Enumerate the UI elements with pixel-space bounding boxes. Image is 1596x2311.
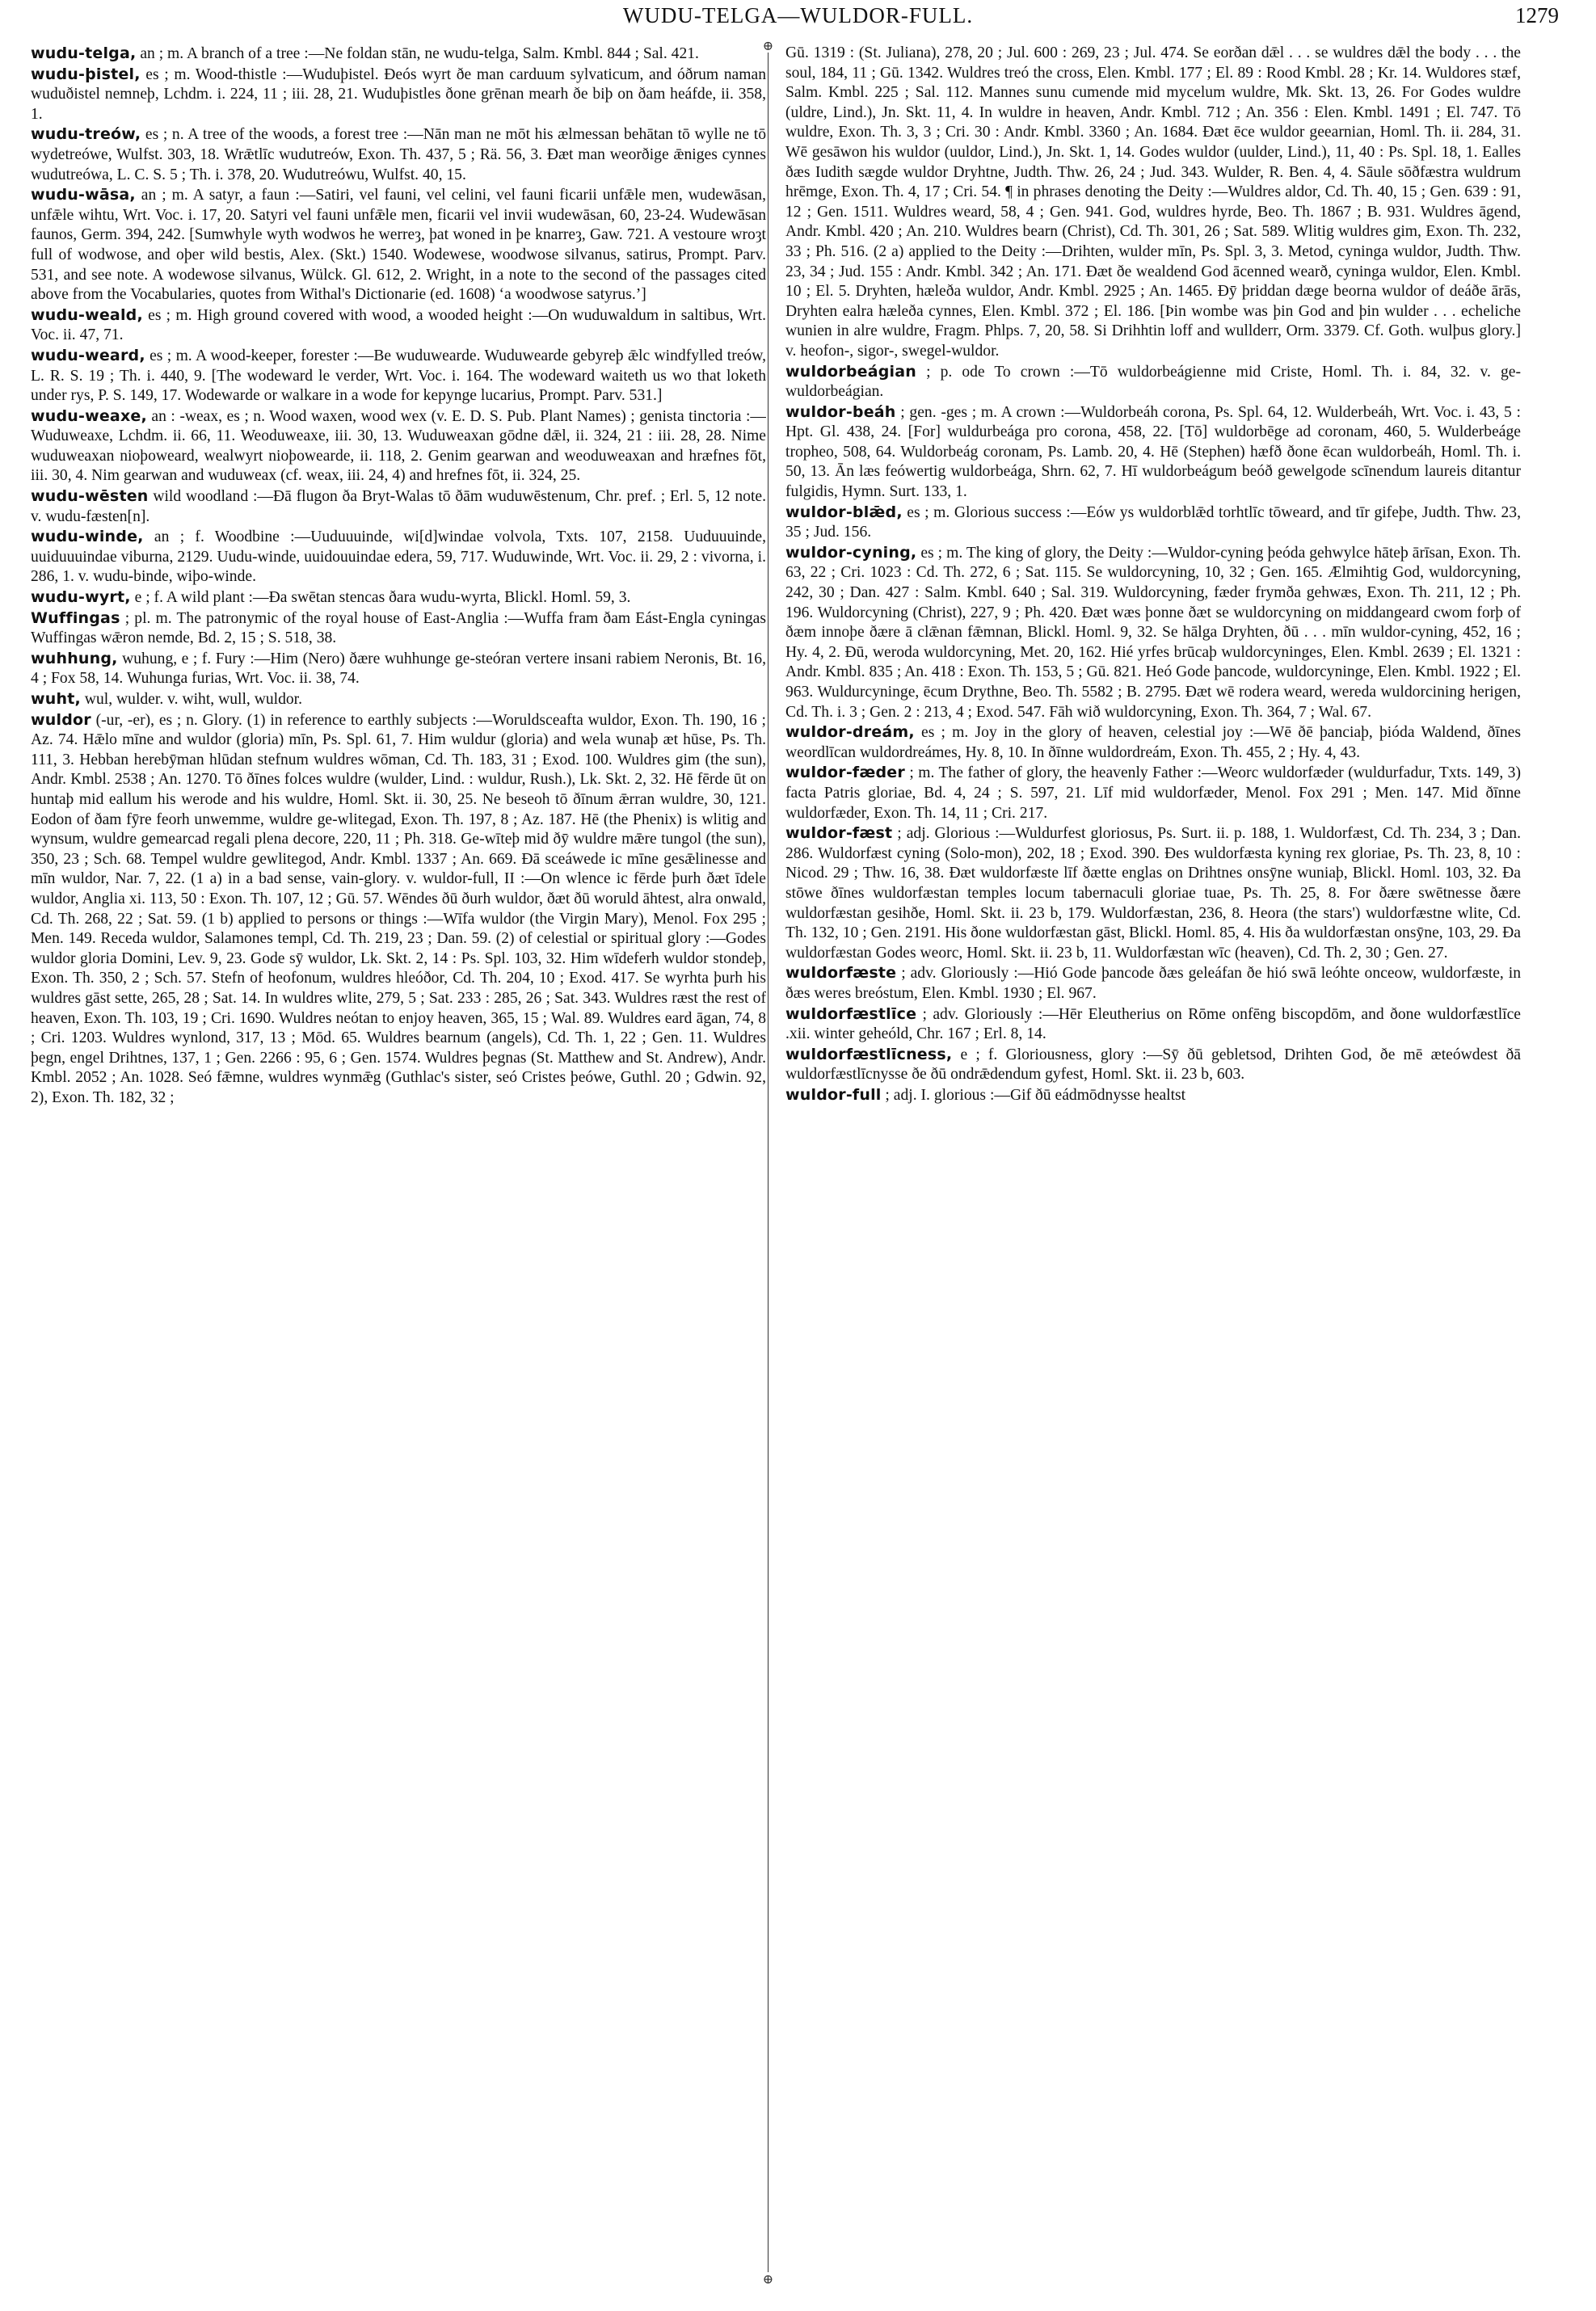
- entry-headword: wudu-weard,: [31, 346, 145, 364]
- left-column: [31, 44, 766, 2274]
- entry-definition: e ; f. A wild plant :—Ða swētan stencas ðara wudu-wyrta, Blickl. Homl. 59, 3.: [130, 589, 631, 607]
- entry-headword: wuldor-dreám,: [785, 723, 915, 742]
- dictionary-entry: [31, 124, 766, 185]
- entry-headword: wudu-wēsten: [31, 487, 149, 506]
- entry-definition: es ; n. A tree of the woods, a forest tree :—Nān man ne mōt his ælmessan behātan tō wylle ne tō wydetreówe, Wulfst. 303, 18. Wrǣtlīc wudutreów, Exon. Th. 437, 5 ; Rä. 56, 3. Ðæt man weorðige ǣniges cynnes wudutreówa, L. C. S. 5 ; Th. i. 378, 20. Wudutreówu, Wulfst. 40, 15.: [31, 126, 766, 183]
- entry-definition: wul, wulder. v. wiht, wull, wuldor.: [80, 691, 303, 708]
- right-column: [785, 44, 1521, 2274]
- entry-headword: wuhhung,: [31, 649, 118, 667]
- page-header: [32, 3, 1564, 32]
- entry-definition: es ; m. The king of glory, the Deity :—Wuldor-cyning þeóda gehwylce hāteþ ārīsan, Exon. Th. 63, 22 ; Cri. 1023 : Cd. Th. 272, 6 ; Sat. 115. Se wuldorcyning, 10, 32 ; Gen. 165. Ælmihtig God, wuldorcyning, 242, 30 ; Dan. 427 : Salm. Kmbl. 640 ; Sal. 319. Wuldorcyning, fæder frymða gehwæs, Exon. Th. 211, 12 ; Ph. 196. Wuldorcyning (Christ), 227, 9 ; Ph. 420. Ðæt wæs þonne ðæt se wuldorcyning on middangeard cwom forþ of ðæm innoþe ðære ā clǣnan fǣmnan, Blickl. Homl. 9, 32. Se hālga Dryhten, ðū . . . mīn wuldor-cyning, 452, 16 ; Hy. 4, 2. Ðū, weroda wuldorcyning, Met. 20, 162. Hié yrfes brūcaþ wuldorcyninges, Elen. Kmbl. 2639 ; El. 1321 : Andr. Kmbl. 835 ; An. 418 : Exon. Th. 153, 5 ; Gū. 821. Heó Gode þancode, wuldorcyninge, Elen. Kmbl. 1922 ; El. 963. Wuldurcyninge, ēcum Drythne, Beo. Th. 5582 ; B. 2795. Ðæt wē rodera weard, wereda wuldorcining herigen, Cd. Th. i. 3 ; Gen. 2 : 213, 4 ; Exod. 547. Fāh wið wuldorcyning, Exon. Th. 364, 7 ; Wal. 67.: [785, 544, 1521, 721]
- entry-headword: wudu-winde,: [31, 528, 144, 546]
- page-number: 1279: [1515, 3, 1559, 27]
- entry-headword: wuldor-cyning,: [785, 543, 917, 562]
- entry-definition: ; gen. -ges ; m. A crown :—Wuldorbeáh corona, Ps. Spl. 64, 12. Wulderbeáh, Wrt. Voc. i. 43, 5 : Hpt. Gl. 438, 24. [For] wuldurbeága pro corona, 458, 22. [Tō] wuldorbēge ad coronam, 460, 5. Wulderbeáge tropheo, 508, 64. Wuldorbeág coronam, Ps. Lamb. 20, 4. Hē (Stephen) hæfð ðone ēcan wuldorbeáh, Homl. Th. i. 50, 13. Ān læs feówertig wuldorbeága, Shrn. 62, 7. Hī wuldorbeágum beóð gewelgode scīnendum laureis ditantur fulgidis, Hymn. Surt. 133, 1.: [785, 403, 1521, 501]
- running-head: WUDU-TELGA—WULDOR-FULL.: [622, 3, 974, 27]
- divider-ornament-top-icon: ⊕: [762, 38, 774, 53]
- entry-definition: an ; m. A satyr, a faun :—Satiri, vel fauni, vel celini, vel fauni ficarii unfǣle men, wudewāsan, unfǣle wihtu, Wrt. Voc. i. 17, 20. Satyri vel fauni unfǣle men, ficarii vel invii wudewāsan, 60, 23-24. Wudewāsan faunos, Germ. 394, 242. [Sumwhyle wyth wodwos he werreȝ, þat woned in þe knarreȝ, Gaw. 721. A vestoure wroȝt full of wodwose, and oþer wild bestis, Alex. (Skt.) 1540. Wodewese, woodwose silvanus, satirus, Prompt. Parv. 531, and see note. A wodewose silvanus, Wülck. Gl. 612, 2. Wright, in a note to the second of the passages cited above from the Vocabularies, quotes from Withal's Dictionarie (ed. 1608) ‘a woodwose satyrus.’]: [31, 187, 766, 304]
- entry-headword: wuldor: [31, 710, 91, 729]
- entry-definition: ; adv. Gloriously :—Hēr Eleutherius on Rōme onfēng biscopdōm, and ðone wuldorfæstlīce .xii. winter geheóld, Chr. 167 ; Erl. 8, 14.: [785, 1005, 1521, 1043]
- entry-definition: (-ur, -er), es ; n. Glory. (1) in reference to earthly subjects :—Woruldsceafta wuldor, Exon. Th. 190, 16 ; Az. 74. Hǣlo mīne and wuldor (gloria) mīn, Ps. Spl. 61, 7. Him wuldur (gloria) and wela wunaþ æt hūse, Ps. Th. 111, 3. Hebban herebȳman hlūdan stefnum wuldres wōman, Cd. Th. 183, 31 ; Exod. 100. Wuldres gim (the sun), Andr. Kmbl. 2538 ; An. 1270. Tō ðīnes folces wuldre (wulder, Lind. : wuldur, Rush.), Lk. Skt. 2, 32. Hē fērde ūt on huntaþ mid eallum his werode and his wuldre, Homl. Skt. ii. 30, 25. Ne beseoh tō ðīnum ǣrran wuldre, 30, 121. Eodon of ðam fȳre feorh unwemme, wuldre ge-wlitegad, Exon. Th. 197, 8 ; Az. 187. Hē (the Phenix) is wlitig and wynsum, wuldre gemearcad regali plena decore, 220, 11 ; Ph. 318. Ge-wīteþ mid ðȳ wuldre mǣre tungol (the sun), 350, 23 ; Sch. 68. Tempel wuldre gewlitegod, Andr. Kmbl. 1337 ; An. 669. Ðā sceáwede ic mīne gesǣlinesse and mīn wuldor, Nar. 7, 22. (1 a) in a bad sense, vain-glory. v. wuldor-full, II :—On wlence ic fērde þurh ðæt īdele wuldor, Anglia xi. 113, 50 : Exon. Th. 107, 12 ; Gū. 57. Wēndes ðū ðurh wuldor, ðæt ðū woruld āhtest, alra onwald, Cd. Th. 268, 22 ; Sat. 59. (1 b) applied to persons or things :—Wīfa wuldor (the Virgin Mary), Menol. Fox 295 ; Men. 149. Receda wuldor, Salamones templ, Cd. Th. 219, 23 ; Dan. 59. (2) of celestial or spiritual glory :—Godes wuldor gloria Domini, Lev. 9, 23. Gode sȳ wuldor, Lk. Skt. 2, 14 : Ps. Spl. 103, 32. Him wīdeferh wuldor stondeþ, Exon. Th. 350, 2 ; Sch. 57. Stefn of heofonum, wuldres hleóðor, Cd. Th. 204, 10 ; Exod. 417. Se wyrhta þurh his wuldres gāst sette, 265, 28 ; Sat. 14. In wuldres wlite, 279, 5 ; Sat. 233 : 285, 26 ; Sat. 343. Wuldres ræst the rest of heaven, Exon. Th. 103, 19 ; Cri. 1690. Wuldres neótan to enjoy heaven, 365, 15 ; Wal. 89. Wuldres eard āgan, 74, 8 ; Cri. 1203. Wuldres wynlond, 317, 13 ; Mōd. 65. Wuldres bearnum (angels), Cd. Th. 1, 22 ; Gen. 11. Wuldres þegn, engel Drihtnes, 137, 1 ; Gen. 2266 : 95, 6 ; Gen. 1574. Wuldres þegnas (St. Matthew and St. Andrew), Andr. Kmbl. 2052 ; An. 1028. Seó fǣmne, wuldres wynmǣg (Guthlac's sister, seó Cristes þeówe, Guthl. 20 ; Gdwin. 92, 2), Exon. Th. 182, 32 ;: [31, 711, 766, 1106]
- dictionary-entry: [785, 823, 1521, 963]
- dictionary-entry: [785, 963, 1521, 1004]
- dictionary-entry: [785, 543, 1521, 722]
- dictionary-entry: [31, 406, 766, 486]
- divider-ornament-bottom-icon: ⊕: [762, 2271, 774, 2287]
- entry-definition: an : -weax, es ; n. Wood waxen, wood wex (v. E. D. S. Pub. Plant Names) ; genista tinctoria :—Wuduweaxe, Lchdm. ii. 66, 11. Weoduweaxe, iii. 30, 13. Wuduweaxan gōdne dǣl, ii. 324, 21 : iii. 28, 28. Nime wuduweaxan nioþoweard, wealwyrt nioþowearde, ii. 118, 2. Genim gearwan and weoduweaxan and hræfnes fōt, iii. 30, 4. Nim gearwan and wuduweax (cf. weax, iii. 24, 4) and hrefnes fōt, ii. 324, 25.: [31, 407, 766, 485]
- entry-definition: e ; f. Gloriousness, glory :—Sȳ ðū gebletsod, Drihten God, ðe mē æteówdest ðā wuldorfæstlīcnysse ðe ðū ondrǣdendum gyfest, Homl. Skt. ii. 23 b, 603.: [785, 1046, 1521, 1084]
- entry-headword: wuldor-fæder: [785, 764, 905, 782]
- entry-definition: es ; m. High ground covered with wood, a wooded height :—On wuduwaldum in saltibus, Wrt. Voc. ii. 47, 71.: [31, 306, 766, 344]
- dictionary-entry: [31, 710, 766, 1109]
- entry-headword: wuldor-full: [785, 1085, 882, 1104]
- entry-headword: wudu-wāsa,: [31, 186, 136, 204]
- dictionary-entry: [31, 649, 766, 689]
- entry-definition: wild woodland :—Ðā flugon ða Bryt-Walas tō ðām wuduwēstenum, Chr. pref. ; Erl. 5, 12 note. v. wudu-fæsten[n].: [31, 488, 766, 525]
- entry-definition: es ; m. Wood-thistle :—Wuduþistel. Ðeós wyrt ðe man carduum sylvaticum, and óðrum naman wuduðistel nemneþ, Lchdm. i. 224, 11 ; iii. 28, 21. Wuduþistles ðone grēnan mearh ðe biþ on ðam heáfde, ii. 358, 1.: [31, 65, 766, 123]
- dictionary-entry: [785, 1045, 1521, 1085]
- dictionary-entry: [31, 65, 766, 125]
- entry-headword: wudu-treów,: [31, 125, 141, 144]
- entry-headword: wuht,: [31, 690, 81, 708]
- entry-definition: ; adv. Gloriously :—Hió Gode þancode ðæs geleáfan ðe hió swā leóhte onceow, wuldorfæste, in ðæs weres breóstum, Elen. Kmbl. 1930 ; El. 967.: [785, 965, 1521, 1002]
- dictionary-entry: [785, 1004, 1521, 1045]
- dictionary-entry: [31, 689, 766, 710]
- entry-definition: es ; m. Glorious success :—Eów ys wuldorblǣd torhtlīc tōweard, and tīr gifeþe, Judth. Thw. 23, 35 ; Jud. 156.: [785, 503, 1521, 541]
- entry-headword: wudu-þistel,: [31, 65, 141, 83]
- dictionary-entry: [31, 44, 766, 65]
- entry-headword: wudu-weald,: [31, 305, 143, 324]
- dictionary-entry: [31, 305, 766, 346]
- entry-headword: wuldorfæste: [785, 964, 897, 983]
- entry-definition: an ; f. Woodbine :—Uuduuuinde, wi[d]windae volvola, Txts. 107, 2158. Uuduuuinde, uuiduuuindae viburna, 2129. Uudu-winde, uuidouuindae edera, 59, 717. Wuduwinde, Wrt. Voc. ii. 29, 2 : vivorna, i. 286, 1. v. wudu-binde, wiþo-winde.: [31, 528, 766, 586]
- entry-definition: es ; m. Joy in the glory of heaven, celestial joy :—Wē ðē þanciaþ, þióda Waldend, ðīnes weordlīcan wuldordreámes, Hy. 8, 10. In ðīnne wuldordreám, Exon. Th. 455, 2 ; Hy. 4, 43.: [785, 724, 1521, 761]
- dictionary-entry: [785, 44, 1521, 362]
- entry-headword: wuldor-blǣd,: [785, 503, 903, 521]
- entry-definition: ; adj. Glorious :—Wuldurfest gloriosus, Ps. Surt. ii. p. 188, 1. Wuldorfæst, Cd. Th. 234, 3 ; Dan. 286. Wuldorfæst cyning (Solo-mon), 202, 18 ; Exod. 390. Ðes wuldorfæsta kyning rex gloriae, Ps. Th. 23, 8, 10 : Nicod. 29 ; Thw. 16, 38. Ðæt wuldorfæste līf ðætte englas on Drihtnes onsȳne wuniaþ, Blickl. Homl. 103, 32. Ða stōwe ðīnes wuldorfæstan temples locum tabernaculi gloriae tuae, Ps. Th. 25, 8. For ðære swētnesse ðære wuldorfæstan gesihðe, Homl. Skt. ii. 23 b, 179. Wuldorfæstan, 236, 8. Heora (the stars') wuldorfæstne wlite, Cd. Th. 132, 10 ; Gen. 2191. His ðone wuldorfæstan gāst, Blickl. Homl. 85, 4. His ða wuldorfæstan onsȳne, 103, 29. Ða wuldorfæstan Godes weorc, Homl. Skt. ii. 23 b, 11. Wuldorfæstan wīc (heaven), Cd. Th. 2, 30 ; Gen. 27.: [785, 825, 1521, 962]
- entry-headword: wudu-wyrt,: [31, 588, 131, 607]
- entry-definition: es ; m. A wood-keeper, forester :—Be wuduwearde. Wuduwearde gebyreþ ǣlc windfylled treów, L. R. S. 19 ; Th. i. 440, 9. [The wodeward le verder, Wrt. Voc. i. 164. The wodeward waiteth us wo that loketh under rys, P. S. 149, 17. Wodewarde or walkare in a wode for kepynge lucarius, Prompt. Parv. 531.]: [31, 347, 766, 405]
- entry-headword: wuldor-beáh: [785, 402, 896, 421]
- entry-headword: wuldor-fæst: [785, 824, 893, 843]
- entry-definition: ; adj. I. glorious :—Gif ðū eádmōdnysse healtst: [881, 1086, 1186, 1104]
- dictionary-entry: [31, 608, 766, 649]
- dictionary-entry: [785, 503, 1521, 543]
- entry-headword: wuldorfæstlīce: [785, 1004, 917, 1023]
- dictionary-entry: [31, 185, 766, 305]
- entry-headword: wuldorfæstlīcness,: [785, 1045, 953, 1063]
- entry-headword: Wuffingas: [31, 608, 120, 627]
- entry-definition: ; p. ode To crown :—Tō wuldorbeágienne mid Criste, Homl. Th. i. 84, 32. v. ge-wuldorbeágian.: [785, 363, 1521, 401]
- dictionary-entry: [31, 587, 766, 608]
- dictionary-entry: [31, 346, 766, 406]
- dictionary-entry: [785, 722, 1521, 763]
- entry-definition: wuhung, e ; f. Fury :—Him (Nero) ðære wuhhunge ge-steóran vertere insani rabiem Neronis, Bt. 16, 4 ; Fox 58, 14. Wuhunga furias, Wrt. Voc. ii. 38, 74.: [31, 650, 766, 688]
- entry-headword: wudu-telga,: [31, 44, 137, 62]
- dictionary-entry: [785, 402, 1521, 503]
- entry-definition: an ; m. A branch of a tree :—Ne foldan stān, ne wudu-telga, Salm. Kmbl. 844 ; Sal. 421.: [136, 45, 699, 62]
- dictionary-entry: [785, 1085, 1521, 1106]
- dictionary-entry: [31, 486, 766, 527]
- entry-headword: wuldorbeágian: [785, 362, 916, 381]
- entry-definition: ; m. The father of glory, the heavenly Father :—Weorc wuldorfæder (wuldurfadur, Txts. 149, 3) facta Patris gloriae, Bd. 4, 24 ; S. 597, 21. Līf mid wuldorfæder, Menol. Fox 291 ; Men. 147. Mid ðīnne wuldorfæder, Exon. Th. 14, 11 ; Cri. 217.: [785, 764, 1521, 822]
- dictionary-entry: [785, 362, 1521, 402]
- dictionary-entry: [31, 527, 766, 587]
- entry-definition: ; pl. m. The patronymic of the royal house of East-Anglia :—Wuffa fram ðam Eást-Engla cyningas Wuffingas wǣron nemde, Bd. 2, 15 ; S. 518, 38.: [31, 609, 766, 647]
- dictionary-entry: [785, 763, 1521, 823]
- entry-definition: Gū. 1319 : (St. Juliana), 278, 20 ; Jul. 600 : 269, 23 ; Jul. 474. Se eorðan dǣl . . . se wuldres dǣl the body . . . the soul, 184, 11 ; Gū. 1342. Wuldres treó the cross, Elen. Kmbl. 177 ; El. 89 : Rood Kmbl. 28 ; Kr. 14. Wuldores stæf, Salm. Kmbl. 225 ; Sal. 112. Mannes sunu cumende mid mycelum wuldre, Mk. Skt. 13, 26. For Godes wuldre (uldre, Lind.), Jn. Skt. 11, 4. In wuldre in heaven, Andr. Kmbl. 712 ; An. 356 : Elen. Kmbl. 1491 ; El. 747. Tō wuldre, Exon. Th. 3, 3 ; Cri. 30 : Andr. Kmbl. 3360 ; An. 1684. Ðæt ēce wuldor geearnian, Homl. Th. ii. 284, 31. Wē gesāwon his wuldor (uuldor, Lind.), Jn. Skt. 1, 14. Godes wuldor (uulder, Lind.), 11, 40 : Ps. Spl. 18, 1. Ealles ðæs Iudith sægde wuldor Dryhtne, Judth. Thw. 26, 24 ; Jud. 343. Wulder, R. Ben. 4, 4. Sāule sōðfæstra wuldrum hrēmge, Exon. Th. 4, 17 ; Cri. 54. ¶ in phrases denoting the Deity :—Wuldres aldor, Cd. Th. 40, 15 ; Gen. 639 : 91, 12 ; Gen. 1511. Wuldres weard, 58, 4 ; Gen. 941. God, wuldres hyrde, Beo. Th. 1867 ; B. 931. Wuldres āgend, Andr. Kmbl. 420 ; An. 210. Wuldres bearn (Christ), Cd. Th. 301, 26 ; Sat. 589. Wlitig wuldres gim, Exon. Th. 232, 33 ; Ph. 516. (2 a) applied to the Deity :—Drihten, wulder mīn, Ps. Spl. 3, 3. Metod, cyninga wuldor, Judth. Thw. 23, 34 ; Jud. 155 : Andr. Kmbl. 342 ; An. 171. Ðæt ðe wealdend God ācenned wearð, cyninga wuldor, Elen. Kmbl. 10 ; El. 5. Dryhten, hæleða wuldor, Andr. Kmbl. 2925 ; An. 1465. Ðȳ þriddan dæge beorna wuldor of deáðe ārās, Dryhten ealra hæleða cynnes, Elen. Kmbl. 372 ; El. 186. [Þin wombe was þin God and þin wulder . . . echeliche wunien in alre wuldre, Fragm. Phlps. 7, 20, 58. Si Drihhtin loff and wullderr, Orm. 3379. Cf. Goth. wulþus glory.] v. heofon-, sigor-, swegel-wuldor.: [785, 44, 1521, 360]
- column-divider: [768, 45, 769, 2277]
- entry-headword: wudu-weaxe,: [31, 406, 147, 425]
